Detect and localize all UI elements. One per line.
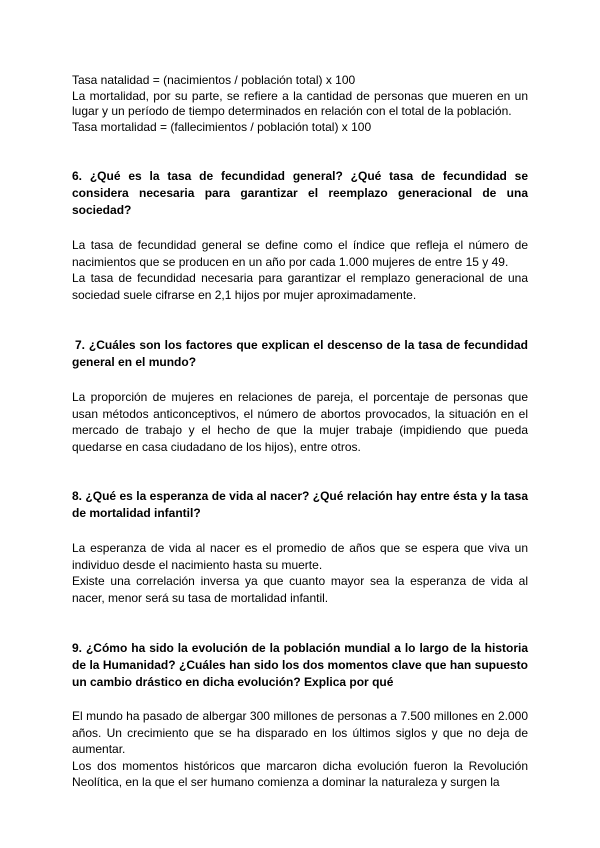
question-9: 9. ¿Cómo ha sido la evolución de la población mundial a lo largo de la historia de la Humanidad? ¿Cuáles han sido los dos momentos clave que han supuesto un cambio drástico en dicha evolución? Explica por qué [72,641,528,690]
answer-8-paragraph-1: La esperanza de vida al nacer es el promedio de años que se espera que viva un individuo desde el nacimiento hasta su muerte. [72,541,528,572]
question-6: 6. ¿Qué es la tasa de fecundidad general? ¿Qué tasa de fecundidad se considera necesaria para garantizar el reemplazo generacional de una sociedad? [72,169,528,218]
answer-8-paragraph-2: Existe una correlación inversa ya que cuanto mayor sea la esperanza de vida al nacer, menor será su tasa de mortalidad infantil. [72,574,528,605]
answer-7-paragraph-1: La proporción de mujeres en relaciones de pareja, el porcentaje de personas que usan métodos anticonceptivos, el número de abortos provocados, la situación en el mercado de trabajo y el hecho de que la mujer trabaje (impidiendo que pueda quedarse en casa ciudadano de los hijos), entre otros. [72,390,528,454]
answer-6-paragraph-1: La tasa de fecundidad general se define como el índice que refleja el número de nacimientos que se producen en un año por cada 1.000 mujeres de entre 15 y 49. [72,238,528,269]
question-8: 8. ¿Qué es la esperanza de vida al nacer? ¿Qué relación hay entre ésta y la tasa de mortalidad infantil? [72,489,528,521]
answer-6-paragraph-2: La tasa de fecundidad necesaria para garantizar el remplazo generacional de una sociedad suele cifrarse en 2,1 hijos por mujer aproximadamente. [72,271,528,302]
answer-9-paragraph-1: El mundo ha pasado de albergar 300 millones de personas a 7.500 millones en 2.000 años. Un crecimiento que se ha disparado en los últimos siglos y que no deja de aumentar. [72,709,528,757]
birth-rate-formula: Tasa natalidad = (nacimientos / población total) x 100 [72,73,356,87]
mortality-definition: La mortalidad, por su parte, se refiere a la cantidad de personas que mueren en un lugar y un período de tiempo determinados en relación con el total de la población. [72,88,528,119]
section-7 [72,337,528,455]
answer-9-paragraph-2: Los dos momentos históricos que marcaron dicha evolución fueron la Revolución Neolítica, en la que el ser humano comienza a dominar la naturaleza y surgen la [72,758,528,790]
section-9 [72,640,528,791]
intro-block [72,73,528,135]
question-7: 7. ¿Cuáles son los factores que explican el descenso de la tasa de fecundidad general en el mundo? [72,338,528,370]
section-6 [72,168,528,303]
mortality-rate-formula: Tasa mortalidad = (fallecimientos / población total) x 100 [72,119,372,134]
section-8 [72,488,528,606]
